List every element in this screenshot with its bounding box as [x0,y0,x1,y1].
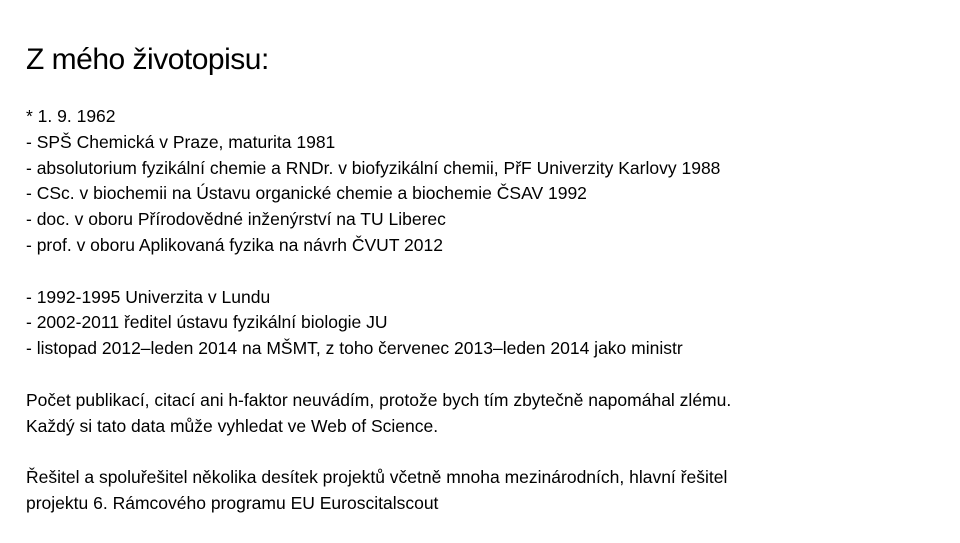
text-line: Každý si tato data může vyhledat ve Web of Science. [26,415,439,436]
text-line: * 1. 9. 1962 [26,106,116,126]
text-line: - SPŠ Chemická v Praze, maturita 1981 [26,131,336,152]
text-line: - prof. v oboru Aplikovaná fyzika na návrh ČVUT 2012 [26,234,443,255]
career-paragraph [26,285,946,362]
text-line: projektu 6. Rámcového programu EU Euroscitalscout [26,492,439,513]
text-line: - doc. v oboru Přírodovědné inženýrství na TU Liberec [26,209,446,230]
biography-paragraph [26,104,946,259]
slide-title: Z mého životopisu: [26,43,269,76]
text-line: - absolutorium fyzikální chemie a RNDr. v biofyzikální chemii, PřF Univerzity Karlovy 1988 [26,157,721,178]
text-line: - 2002-2011 ředitel ústavu fyzikální biologie JU [26,312,388,333]
slide-content [26,104,946,543]
projects-paragraph [26,465,946,517]
text-line: Počet publikací, citací ani h-faktor neuvádím, protože bych tím zbytečně napomáhal zlému. [26,389,732,410]
text-line: - CSc. v biochemii na Ústavu organické chemie a biochemie ČSAV 1992 [26,183,587,204]
publications-paragraph [26,388,946,440]
text-line: Řešitel a spoluřešitel několika desítek projektů včetně mnoha mezinárodních, hlavní řešitel [26,467,728,488]
text-line: - 1992-1995 Univerzita v Lundu [26,286,271,307]
text-line: - listopad 2012–leden 2014 na MŠMT, z toho červenec 2013–leden 2014 jako ministr [26,338,683,359]
